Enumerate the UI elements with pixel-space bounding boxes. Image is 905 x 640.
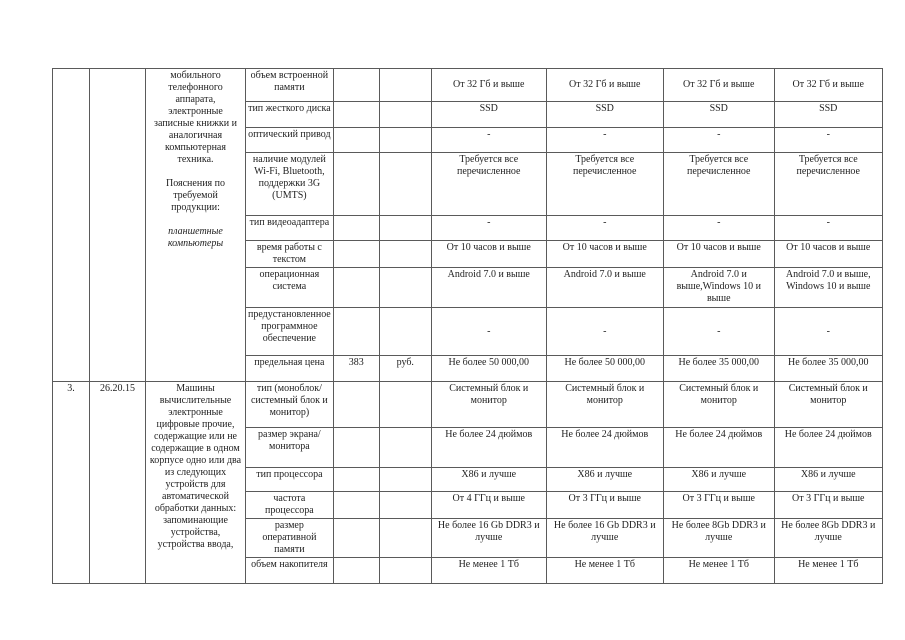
cell-value: От 3 ГГц и выше — [663, 492, 774, 519]
cell-code — [333, 558, 379, 584]
cell-value: Не более 50 000,00 — [431, 356, 546, 382]
cell-unit — [379, 216, 431, 241]
cell-characteristic: размер экрана/монитора — [246, 428, 334, 468]
cell-value: - — [546, 308, 663, 356]
cell-unit — [379, 558, 431, 584]
cell-unit — [379, 492, 431, 519]
cell-value: SSD — [431, 102, 546, 128]
cell-value: Требуется все перечисленное — [774, 153, 882, 216]
cell-value: От 32 Гб и выше — [546, 69, 663, 102]
description-text: мобильного телефонного аппарата, электронные записные книжки и аналогичная компьютерная техника. — [154, 70, 237, 165]
cell-value: От 32 Гб и выше — [431, 69, 546, 102]
cell-value: - — [431, 128, 546, 153]
product-name: планшетные компьютеры — [167, 226, 224, 249]
cell-code — [333, 492, 379, 519]
cell-code: 383 — [333, 356, 379, 382]
cell-value: - — [663, 128, 774, 153]
cell-characteristic: операционная система — [246, 268, 334, 308]
cell-code — [333, 128, 379, 153]
cell-value: Требуется все перечисленное — [546, 153, 663, 216]
cell-value: X86 и лучше — [663, 468, 774, 492]
table-row — [53, 69, 883, 102]
cell-value: От 3 ГГц и выше — [546, 492, 663, 519]
cell-code — [333, 241, 379, 268]
cell-value: - — [546, 216, 663, 241]
cell-value: Системный блок и монитор — [431, 382, 546, 428]
cell-value: Не более 35 000,00 — [663, 356, 774, 382]
cell-value: От 10 часов и выше — [546, 241, 663, 268]
cell-code — [333, 69, 379, 102]
cell-value: - — [774, 308, 882, 356]
cell-value: Не более 8Gb DDR3 и лучше — [774, 519, 882, 558]
cell-value: - — [774, 128, 882, 153]
cell-code — [333, 216, 379, 241]
table-row — [53, 382, 883, 428]
cell-unit — [379, 468, 431, 492]
cell-value: - — [774, 216, 882, 241]
cell-unit — [379, 69, 431, 102]
cell-code — [333, 153, 379, 216]
cell-value: - — [546, 128, 663, 153]
cell-okpd — [90, 69, 146, 382]
cell-code — [333, 268, 379, 308]
cell-value: X86 и лучше — [774, 468, 882, 492]
cell-value: SSD — [663, 102, 774, 128]
cell-code — [333, 382, 379, 428]
cell-value: X86 и лучше — [431, 468, 546, 492]
cell-value: От 32 Гб и выше — [774, 69, 882, 102]
cell-unit — [379, 268, 431, 308]
cell-num — [53, 69, 90, 382]
cell-okpd: 26.20.15 — [90, 382, 146, 584]
cell-value: Не менее 1 Тб — [774, 558, 882, 584]
cell-characteristic: наличие модулей Wi-Fi, Bluetooth, поддержки 3G (UMTS) — [246, 153, 334, 216]
cell-unit — [379, 382, 431, 428]
cell-value: - — [663, 308, 774, 356]
cell-code — [333, 519, 379, 558]
cell-value: Android 7.0 и выше, Windows 10 и выше — [774, 268, 882, 308]
cell-value: - — [663, 216, 774, 241]
cell-value: Не более 35 000,00 — [774, 356, 882, 382]
cell-code — [333, 102, 379, 128]
cell-characteristic: оптический привод — [246, 128, 334, 153]
cell-unit — [379, 519, 431, 558]
cell-value: Системный блок и монитор — [546, 382, 663, 428]
cell-value: Не менее 1 Тб — [546, 558, 663, 584]
cell-characteristic: тип (моноблок/системный блок и монитор) — [246, 382, 334, 428]
cell-value: SSD — [774, 102, 882, 128]
cell-unit — [379, 428, 431, 468]
cell-characteristic: тип видеоадаптера — [246, 216, 334, 241]
cell-value: - — [431, 216, 546, 241]
cell-value: Android 7.0 и выше,Windows 10 и выше — [663, 268, 774, 308]
cell-value: Системный блок и монитор — [663, 382, 774, 428]
cell-characteristic: частота процессора — [246, 492, 334, 519]
cell-unit — [379, 102, 431, 128]
cell-value: - — [431, 308, 546, 356]
cell-value: Не более 24 дюймов — [663, 428, 774, 468]
cell-unit — [379, 153, 431, 216]
cell-value: SSD — [546, 102, 663, 128]
cell-value: Android 7.0 и выше — [546, 268, 663, 308]
cell-characteristic: предустановленное программное обеспечение — [246, 308, 334, 356]
cell-value: От 32 Гб и выше — [663, 69, 774, 102]
note-label: Пояснения по требуемой продукции: — [165, 178, 225, 213]
cell-unit — [379, 128, 431, 153]
cell-characteristic: объем встроенной памяти — [246, 69, 334, 102]
cell-value: Не менее 1 Тб — [663, 558, 774, 584]
cell-value: Не более 16 Gb DDR3 и лучше — [431, 519, 546, 558]
cell-characteristic: тип процессора — [246, 468, 334, 492]
cell-code — [333, 468, 379, 492]
cell-value: Не более 24 дюймов — [431, 428, 546, 468]
cell-code — [333, 308, 379, 356]
cell-value: Android 7.0 и выше — [431, 268, 546, 308]
cell-description — [146, 69, 246, 382]
cell-value: Не более 50 000,00 — [546, 356, 663, 382]
cell-value: Системный блок и монитор — [774, 382, 882, 428]
cell-value: От 4 ГГц и выше — [431, 492, 546, 519]
cell-num: 3. — [53, 382, 90, 584]
cell-unit — [379, 308, 431, 356]
cell-value: От 10 часов и выше — [431, 241, 546, 268]
cell-value: Не более 24 дюймов — [774, 428, 882, 468]
requirements-table — [52, 68, 883, 584]
cell-characteristic: предельная цена — [246, 356, 334, 382]
cell-unit — [379, 241, 431, 268]
cell-value: От 10 часов и выше — [663, 241, 774, 268]
cell-value: X86 и лучше — [546, 468, 663, 492]
cell-value: Не более 8Gb DDR3 и лучше — [663, 519, 774, 558]
cell-value: От 10 часов и выше — [774, 241, 882, 268]
cell-value: Не более 24 дюймов — [546, 428, 663, 468]
cell-characteristic: тип жесткого диска — [246, 102, 334, 128]
cell-value: От 3 ГГц и выше — [774, 492, 882, 519]
cell-value: Не менее 1 Тб — [431, 558, 546, 584]
cell-characteristic: объем накопителя — [246, 558, 334, 584]
cell-value: Не более 16 Gb DDR3 и лучше — [546, 519, 663, 558]
cell-characteristic: время работы с текстом — [246, 241, 334, 268]
cell-characteristic: размер оперативной памяти — [246, 519, 334, 558]
cell-description: Машины вычислительные электронные цифровые прочие, содержащие или не содержащие в одном корпусе одно или два из следующих устройств для автоматической обработки данных: запоминающие устройства, устройства ввода, — [146, 382, 246, 584]
cell-value: Требуется все перечисленное — [431, 153, 546, 216]
cell-code — [333, 428, 379, 468]
cell-unit: руб. — [379, 356, 431, 382]
cell-value: Требуется все перечисленное — [663, 153, 774, 216]
